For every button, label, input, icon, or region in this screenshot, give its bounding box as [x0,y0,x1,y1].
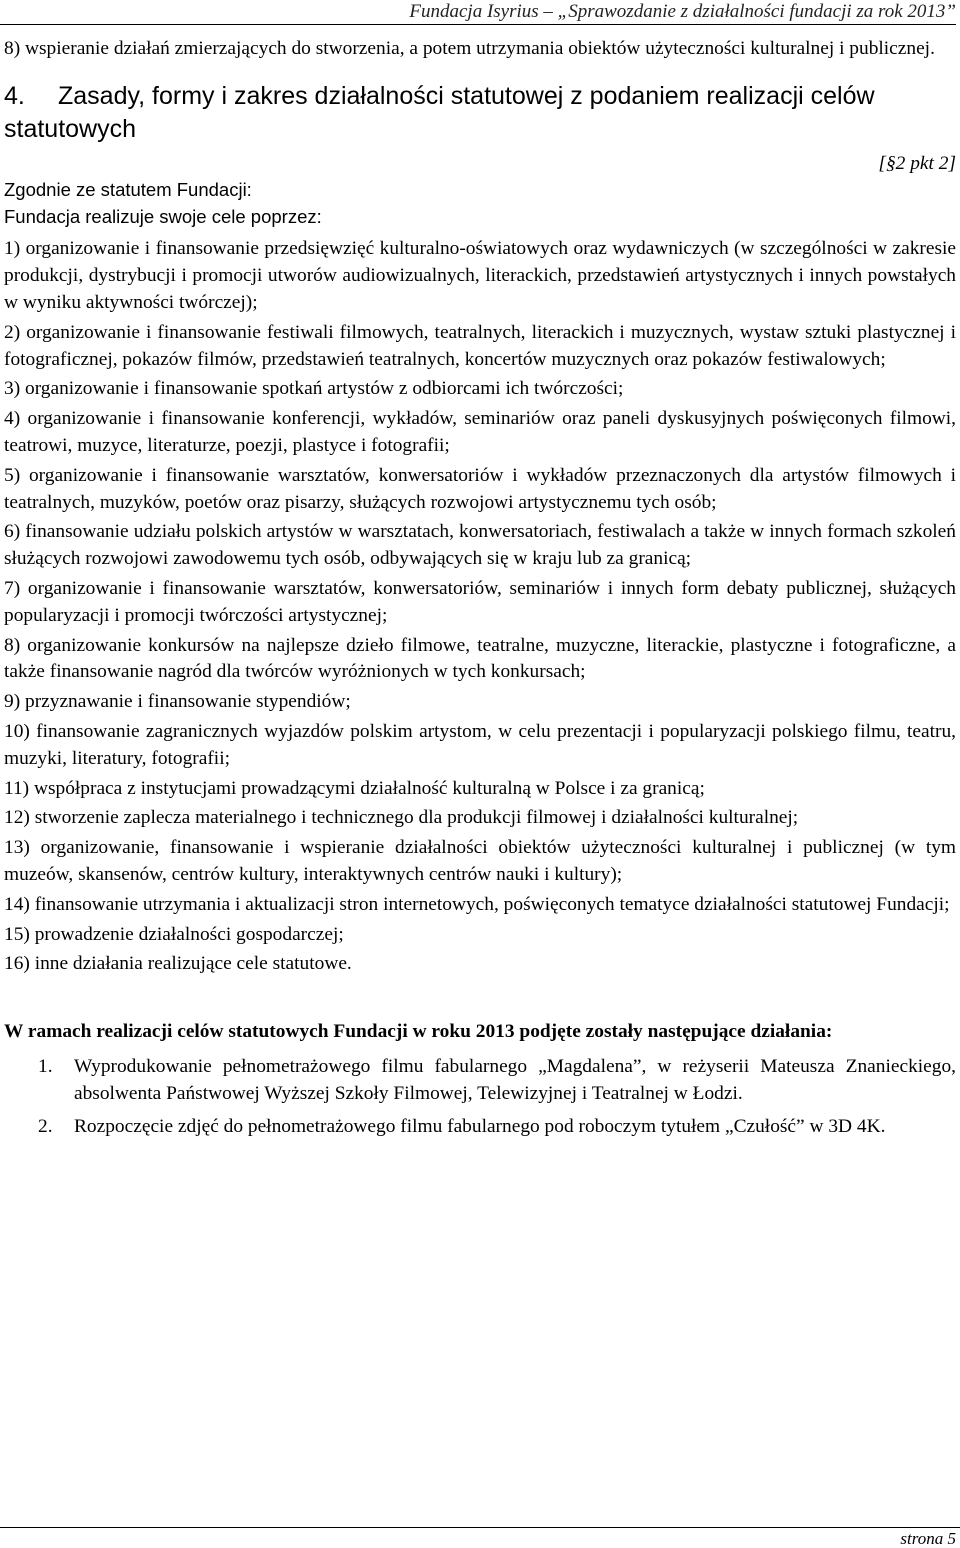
list-item-text: Wyprodukowanie pełnometrażowego filmu fabularnego „Magdalena”, w reżyserii Mateusza Znanieckiego, absolwenta Państwowej Wyższej Szkoły Filmowej, Telewizyjnej i Teatralnej w Łodzi. [74,1056,956,1104]
lead-text-2: Fundacja realizuje swoje cele poprzez: [4,205,322,227]
page-header: Fundacja Isyrius – „Sprawozdanie z działalności fundacji za rok 2013” [0,0,956,25]
list-item: 15) prowadzenie działalności gospodarczej; [4,923,344,945]
statutory-goals-list [4,236,956,978]
section-heading [4,80,956,146]
list-item: 1) organizowanie i finansowanie przedsięwzięć kulturalno-oświatowych oraz wydawniczych (w szczególności w zakresie produkcji, dystrybucji i promocji utworów audiowizualnych, literackich, przedstawień artystycznych i innych powstałych w wyniku aktywności twórczej); [4,238,956,313]
list-item: 12) stworzenie zaplecza materialnego i technicznego dla produkcji filmowej i działalności kulturalnej; [4,807,799,829]
list-item-number: 2. [38,1115,53,1137]
list-item-number: 1. [38,1056,53,1078]
list-item: 16) inne działania realizujące cele statutowe. [4,953,352,975]
list-item: 10) finansowanie zagranicznych wyjazdów polskim artystom, w celu prezentacji i popularyzacji polskiego filmu, teatru, muzyki, literatury, fotografii; [4,720,956,769]
continued-list-item: 8) wspieranie działań zmierzających do stworzenia, a potem utrzymania obiektów użyteczności kulturalnej i publicznej. [4,38,935,59]
lead-text-1: Zgodnie ze statutem Fundacji: [4,178,252,200]
footer-divider [0,1527,960,1528]
list-item: 3) organizowanie i finansowanie spotkań artystów z odbiorcami ich twórczości; [4,378,624,400]
list-item: 2) organizowanie i finansowanie festiwali filmowych, teatralnych, literackich i muzycznych, wystaw sztuki plastycznej i fotograficznej, pokazów filmów, przedstawień teatralnych, koncertów muzycznych oraz pokazów festiwalowych; [4,321,956,370]
list-item: 13) organizowanie, finansowanie i wspieranie działalności obiektów użyteczności kulturalnej i publicznej (w tym muzeów, skansenów, centrów kultury, interaktywnych centrów nauki i kultury); [4,837,956,885]
activities-heading: W ramach realizacji celów statutowych Fundacji w roku 2013 podjęte zostały następujące działania: [4,1021,833,1043]
section-number: 4. [4,81,25,110]
list-item [4,1114,956,1141]
list-item [4,1054,956,1108]
list-item: 4) organizowanie i finansowanie konferencji, wykładów, seminariów oraz paneli dyskusyjnych poświęconych filmowi, teatrowi, muzyce, literaturze, poezji, plastyce i fotografii; [4,408,956,456]
list-item: 11) współpraca z instytucjami prowadzącymi działalność kulturalną w Polsce i za granicą; [4,777,705,799]
list-item: 6) finansowanie udziału polskich artystów w warsztatach, konwersatoriach, festiwalach a także w innych formach szkoleń służących rozwojowi zawodowemu tych osób, odbywających się w kraju lub za granicą; [4,521,956,570]
list-item-text: Rozpoczęcie zdjęć do pełnometrażowego filmu fabularnego pod roboczym tytułem „Czułość” w 3D 4K. [74,1115,886,1137]
list-item: 14) finansowanie utrzymania i aktualizacji stron internetowych, poświęconych tematyce działalności statutowej Fundacji; [4,893,950,915]
list-item: 8) organizowanie konkursów na najlepsze dzieło filmowe, teatralne, muzyczne, literackie, plastyczne i fotograficzne, a także finansowanie nagród dla twórców wyróżnionych w tych konkursach; [4,634,956,683]
body-text [4,36,956,1147]
list-item: 7) organizowanie i finansowanie warsztatów, konwersatoriów, seminariów i innych form debaty publicznej, służących popularyzacji i promocji twórczości artystycznej; [4,577,956,626]
activities-list [4,1054,956,1140]
statute-reference: [§2 pkt 2] [878,152,956,174]
page-number: strona 5 [900,1529,956,1548]
list-item: 5) organizowanie i finansowanie warsztatów, konwersatoriów i wykładów przeznaczonych dla artystów filmowych i teatralnych, muzyków, poetów oraz pisarzy, służących rozwojowi artystycznemu tych osób; [4,464,956,513]
section-title: Zasady, formy i zakres działalności statutowej z podaniem realizacji celów statutowych [4,81,875,143]
list-item: 9) przyznawanie i finansowanie stypendiów; [4,691,351,713]
